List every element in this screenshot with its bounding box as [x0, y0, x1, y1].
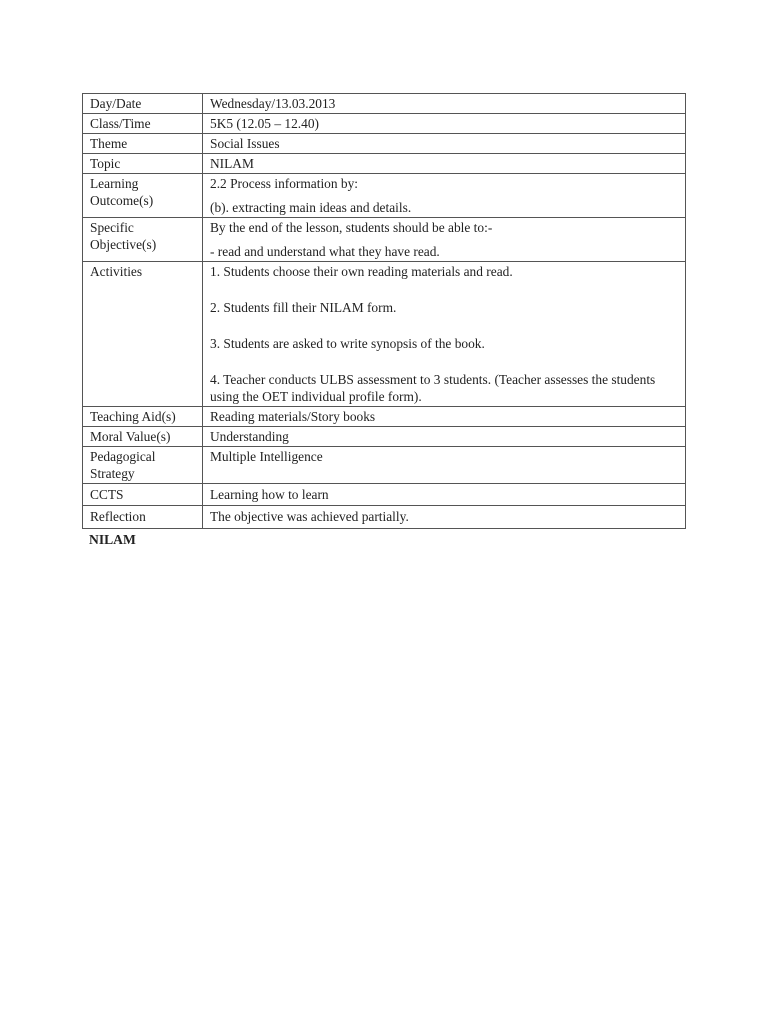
row-pedagogical-strategy [83, 447, 686, 484]
activity-item: 4. Teacher conducts ULBS assessment to 3 students. (Teacher assesses the students using the OET individual profile form). [210, 372, 656, 404]
row-label: Class/Time [83, 114, 203, 134]
value-line: Learning how to learn [210, 487, 329, 502]
row-class-time [83, 114, 686, 134]
row-label: CCTS [83, 484, 203, 506]
lesson-plan-page [82, 93, 686, 548]
row-value [203, 94, 686, 114]
row-moral-values [83, 427, 686, 447]
row-value [203, 407, 686, 427]
value-line: The objective was achieved partially. [210, 509, 409, 524]
value-line: 5K5 (12.05 – 12.40) [210, 116, 319, 131]
row-teaching-aids [83, 407, 686, 427]
row-value [203, 218, 686, 262]
row-value [203, 114, 686, 134]
row-specific-objectives [83, 218, 686, 262]
lesson-plan-table [82, 93, 686, 529]
row-day-date [83, 94, 686, 114]
value-line: - read and understand what they have read. [210, 244, 440, 259]
row-activities [83, 262, 686, 407]
row-label: Teaching Aid(s) [83, 407, 203, 427]
row-label: Specific Objective(s) [83, 218, 203, 262]
row-value [203, 174, 686, 218]
value-line: Social Issues [210, 136, 280, 151]
row-label: Reflection [83, 506, 203, 529]
row-label: Activities [83, 262, 203, 407]
row-label: Theme [83, 134, 203, 154]
row-learning-outcomes [83, 174, 686, 218]
row-value [203, 427, 686, 447]
row-value [203, 506, 686, 529]
value-line: Reading materials/Story books [210, 409, 376, 424]
row-reflection [83, 506, 686, 529]
activity-item: 3. Students are asked to write synopsis of the book. [210, 336, 485, 351]
row-label: Day/Date [83, 94, 203, 114]
row-value [203, 484, 686, 506]
value-line: Multiple Intelligence [210, 449, 323, 464]
row-label: Moral Value(s) [83, 427, 203, 447]
row-value [203, 262, 686, 407]
row-value [203, 134, 686, 154]
row-label: Learning Outcome(s) [83, 174, 203, 218]
row-ccts [83, 484, 686, 506]
row-value [203, 154, 686, 174]
row-topic [83, 154, 686, 174]
value-line: NILAM [210, 156, 254, 171]
row-label: Pedagogical Strategy [83, 447, 203, 484]
value-line: (b). extracting main ideas and details. [210, 200, 412, 215]
value-line: By the end of the lesson, students should be able to:- [210, 220, 493, 235]
activity-item: 1. Students choose their own reading materials and read. [210, 264, 513, 279]
value-line: Understanding [210, 429, 289, 444]
value-line: 2.2 Process information by: [210, 176, 359, 191]
row-theme [83, 134, 686, 154]
activity-item: 2. Students fill their NILAM form. [210, 300, 397, 315]
row-value [203, 447, 686, 484]
value-line: Wednesday/13.03.2013 [210, 96, 336, 111]
row-label: Topic [83, 154, 203, 174]
footer-title: NILAM [89, 532, 136, 547]
